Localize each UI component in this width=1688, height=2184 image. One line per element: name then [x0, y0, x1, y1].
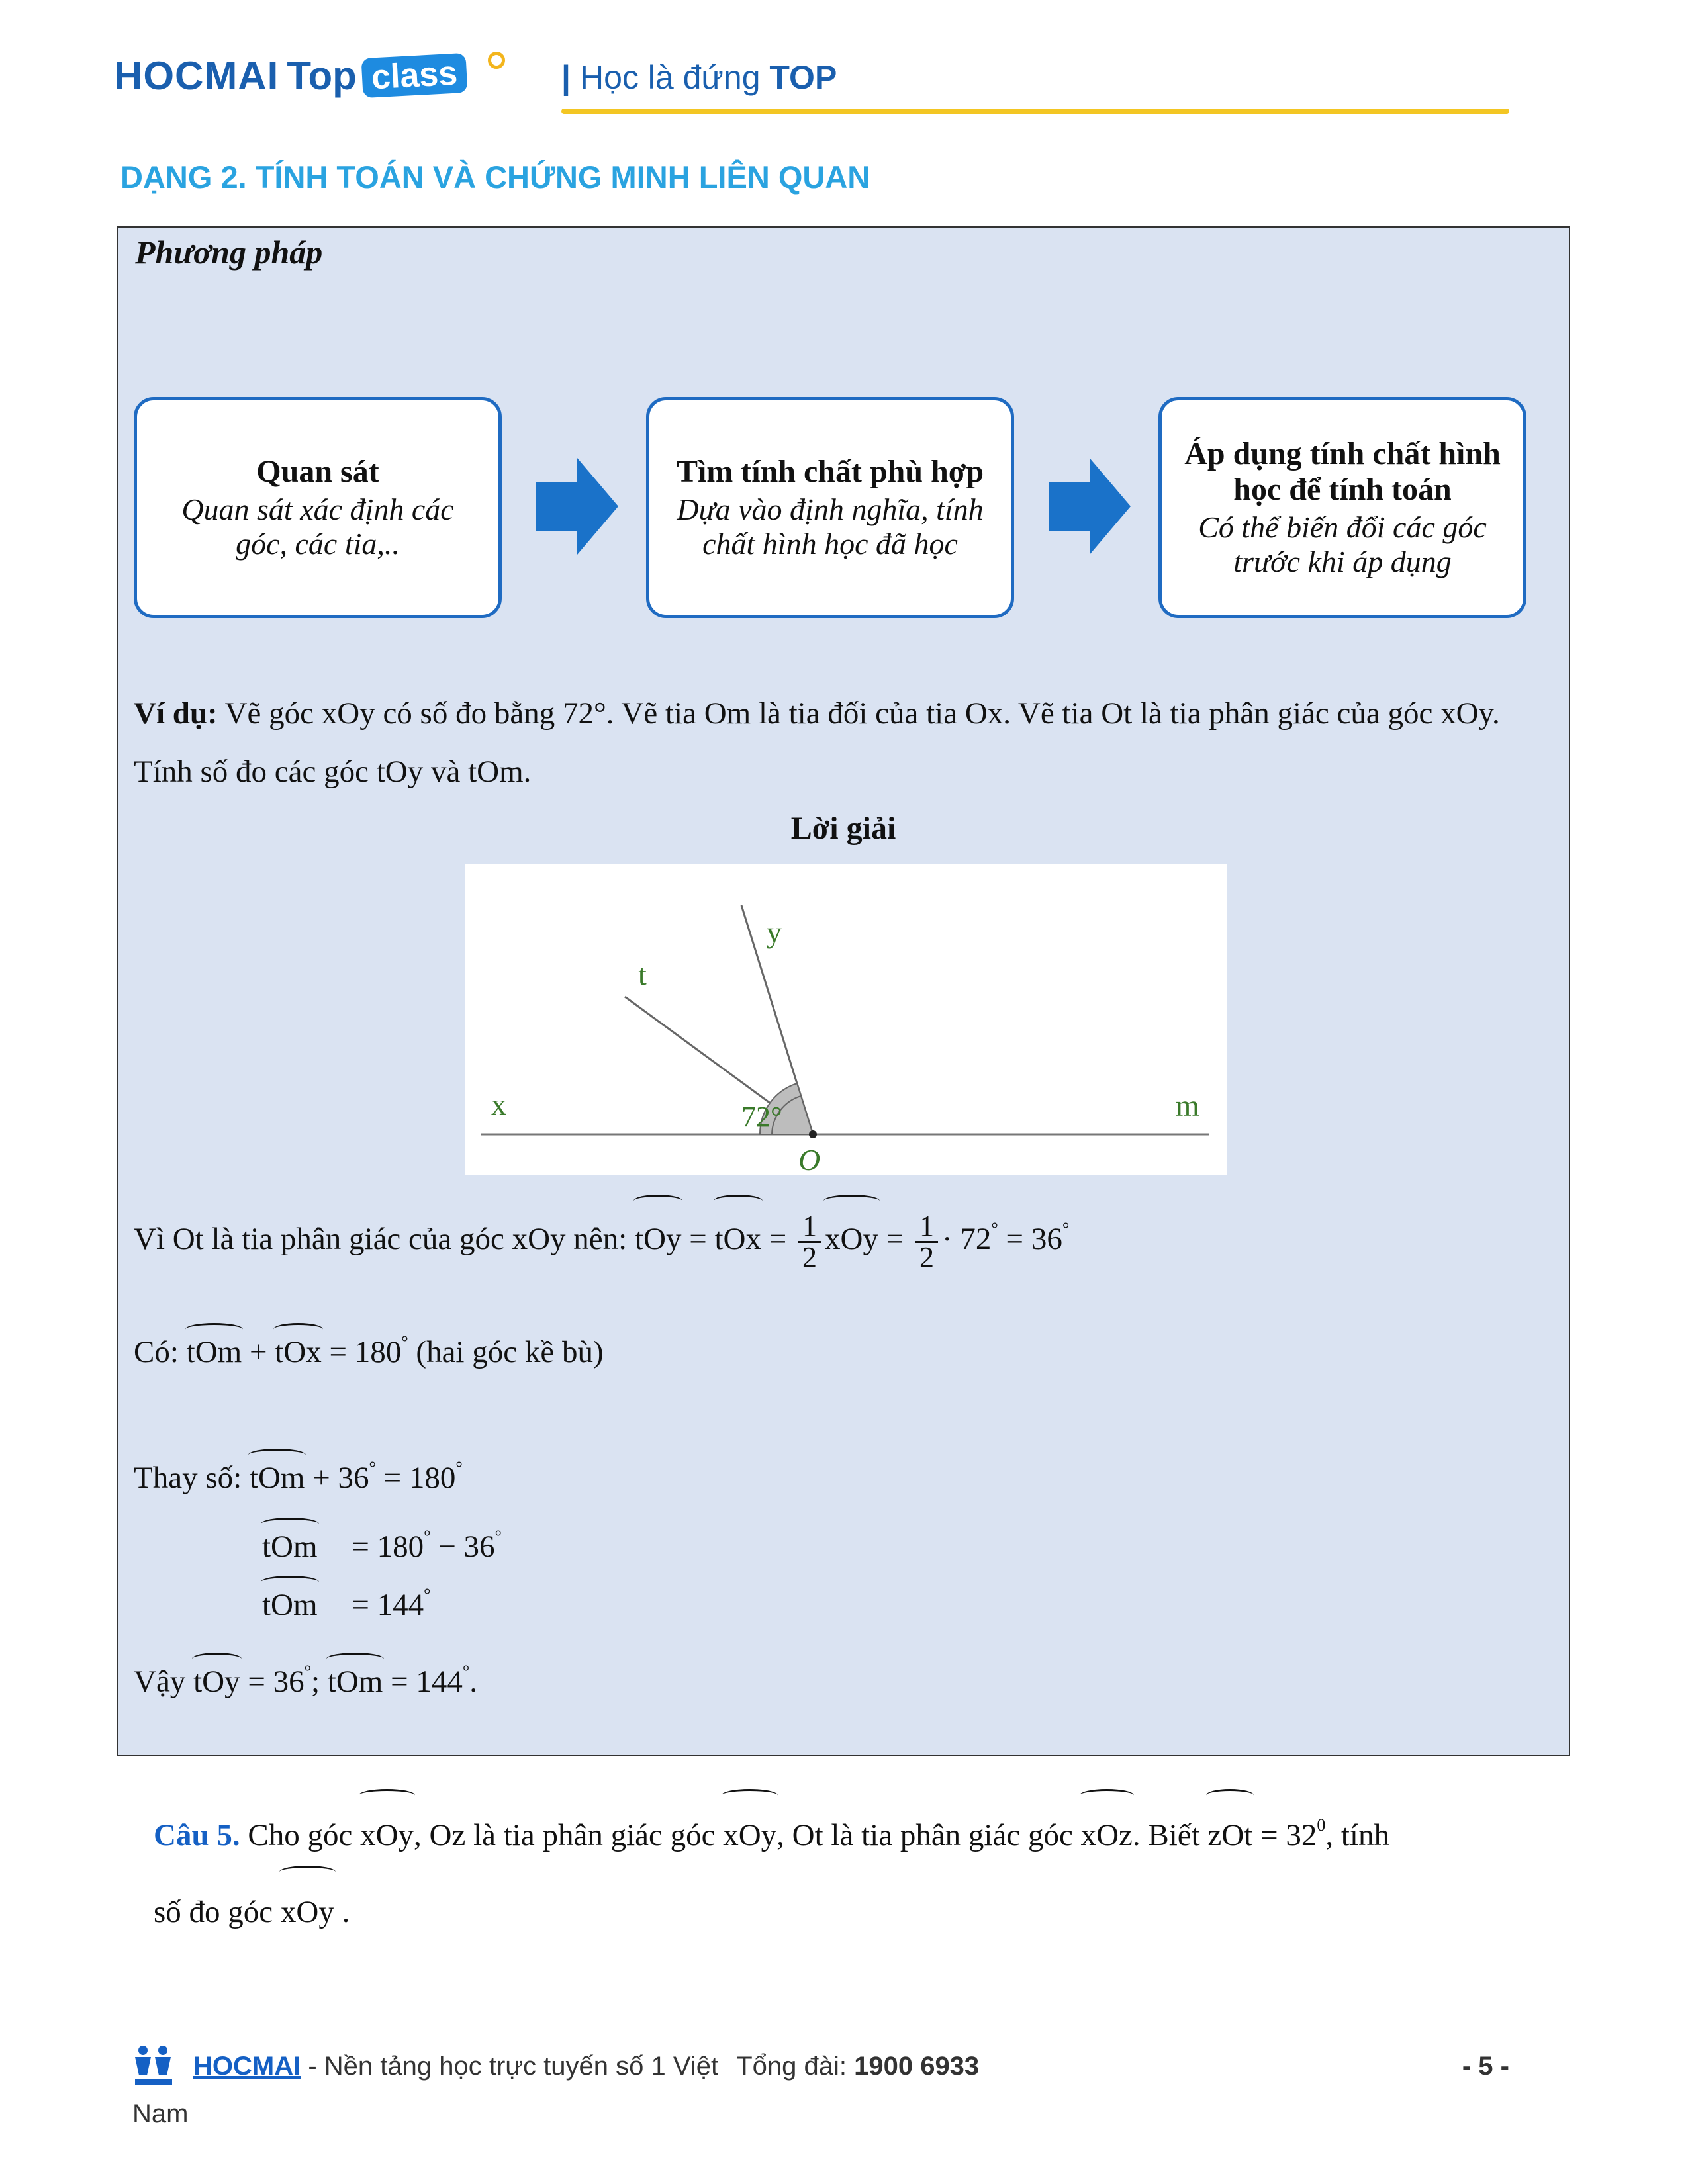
angle-tOm: tOm: [262, 1525, 318, 1568]
angle-tOm: tOm: [187, 1331, 242, 1373]
value: = 32: [1260, 1818, 1317, 1852]
text: Cho góc: [248, 1818, 353, 1852]
text: , Ot là tia phân giác góc: [776, 1818, 1073, 1852]
point-o: [809, 1130, 817, 1138]
text: số đo góc: [154, 1895, 273, 1929]
value: 36: [338, 1461, 369, 1495]
angle-tOm: tOm: [328, 1661, 383, 1703]
angle-xOy: xOy: [825, 1203, 878, 1275]
divider-bar: |: [561, 59, 571, 96]
arrow-right-icon: [536, 458, 618, 555]
value: 144: [416, 1664, 463, 1699]
label-x: x: [491, 1087, 506, 1121]
text: , tính: [1325, 1818, 1389, 1852]
step-desc: Dựa vào định nghĩa, tính chất hình học đã học: [677, 492, 984, 561]
text: . Biết: [1132, 1818, 1200, 1852]
logo-class-badge: class: [361, 53, 467, 98]
angle-tOy: tOy: [635, 1203, 682, 1275]
solution-line-4: tOm = 180° − 36°: [262, 1516, 502, 1568]
solution-line-2: Có: tOm + tOx = 180° (hai góc kề bù): [134, 1321, 604, 1373]
step-title: Quan sát: [256, 454, 379, 489]
solution-line-3: Thay số: tOm + 36° = 180°: [134, 1447, 463, 1499]
solution-line-6: Vậy tOy = 36°; tOm = 144°.: [134, 1651, 477, 1703]
value: 144: [377, 1588, 424, 1622]
gear-icon: [488, 52, 505, 69]
step-card-observe: [134, 397, 502, 618]
step-title: Áp dụng tính chất hình học để tính toán: [1184, 436, 1501, 507]
text: Vậy: [134, 1664, 186, 1699]
solution-heading: Lời giải: [790, 811, 896, 846]
label-t: t: [638, 958, 647, 991]
footer: [132, 2052, 1509, 2091]
angle-zOt: zOt: [1207, 1797, 1252, 1874]
denominator: 2: [802, 1240, 818, 1273]
angle-xOz: xOz: [1081, 1797, 1133, 1874]
method-heading: Phương pháp: [135, 234, 323, 271]
angle-tOm: tOm: [250, 1457, 305, 1499]
fraction-half: [915, 1209, 938, 1273]
value: 180: [354, 1335, 402, 1369]
footer-brand-link[interactable]: HOCMAI: [193, 2052, 301, 2081]
example-paragraph: [134, 684, 1557, 801]
header-slogan: [561, 58, 837, 97]
text: Có:: [134, 1335, 179, 1369]
label-y: y: [767, 915, 782, 949]
value: 36: [273, 1664, 305, 1699]
text: .: [342, 1895, 350, 1929]
section-title: DẠNG 2. TÍNH TOÁN VÀ CHỨNG MINH LIÊN QUAN: [120, 159, 870, 195]
angle-xOy: xOy: [723, 1797, 776, 1874]
logo-hocmai-text: HOCMAI: [114, 54, 279, 98]
hotline-number: 1900 6933: [854, 2052, 980, 2081]
angle-xOy: xOy: [281, 1874, 334, 1950]
method-box: [117, 226, 1570, 1756]
logo-top-text: Top: [287, 54, 357, 98]
value: 72: [960, 1222, 992, 1256]
hotline-label: Tổng đài:: [736, 2052, 847, 2081]
denominator: 2: [919, 1240, 934, 1273]
solution-line-5: tOm = 144°: [262, 1574, 430, 1626]
step-desc: Quan sát xác định các góc, các tia,..: [181, 492, 454, 561]
angle-figure: [465, 864, 1227, 1175]
slogan-text: Học là đứng: [580, 59, 761, 96]
step-desc: Có thể biến đổi các góc trước khi áp dụng: [1198, 510, 1487, 578]
header-underline: [561, 109, 1509, 114]
text: , Oz là tia phân giác góc: [414, 1818, 716, 1852]
hocmai-people-icon: [132, 2044, 175, 2089]
text: Thay số:: [134, 1461, 242, 1495]
hocmai-topclass-logo: [114, 53, 511, 113]
footer-text-wrap: Nam: [132, 2099, 189, 2128]
angle-tOx: tOx: [275, 1331, 322, 1373]
value: 36: [463, 1529, 495, 1564]
example-label: Ví dụ:: [134, 696, 218, 731]
angle-tOx: tOx: [715, 1203, 762, 1275]
step-card-find-property: [646, 397, 1014, 618]
page-number: - 5 -: [1462, 2052, 1509, 2081]
text: Vì Ot là tia phân giác của góc xOy nên:: [134, 1222, 628, 1256]
value: 180: [377, 1529, 424, 1564]
label-o: O: [798, 1143, 821, 1175]
slogan-bold: TOP: [769, 59, 837, 96]
arrow-right-icon: [1049, 458, 1131, 555]
angle-tOy: tOy: [193, 1661, 240, 1703]
numerator: 1: [915, 1212, 938, 1243]
step-card-apply: [1158, 397, 1526, 618]
label-m: m: [1176, 1089, 1199, 1122]
footer-text: - Nền tảng học trực tuyến số 1 Việt: [308, 2052, 719, 2081]
angle-tOm: tOm: [262, 1584, 318, 1626]
value: 180: [408, 1461, 456, 1495]
angle-label: 72°: [741, 1101, 782, 1133]
step-title: Tìm tính chất phù hợp: [676, 454, 984, 489]
numerator: 1: [798, 1212, 821, 1243]
angle-xOy: xOy: [360, 1797, 414, 1874]
text: (hai góc kề bù): [416, 1335, 604, 1369]
superscript: 0: [1317, 1815, 1326, 1835]
example-body: Vẽ góc xOy có số đo bằng 72°. Vẽ tia Om là tia đối của tia Ox. Vẽ tia Ot là tia phân giác của góc xOy. Tính số đo các góc tOy và tOm.: [134, 696, 1500, 789]
question-label: Câu 5.: [154, 1818, 240, 1852]
fraction-half: [798, 1209, 821, 1273]
value: 36: [1031, 1222, 1062, 1256]
question-5: [154, 1787, 1544, 1950]
solution-line-1: Vì Ot là tia phân giác của góc xOy nên: tOy = tOx = $\frac{1}{2}$ xOy = $\frac{1}{2}$ · 72° = 36°: [134, 1193, 1069, 1275]
